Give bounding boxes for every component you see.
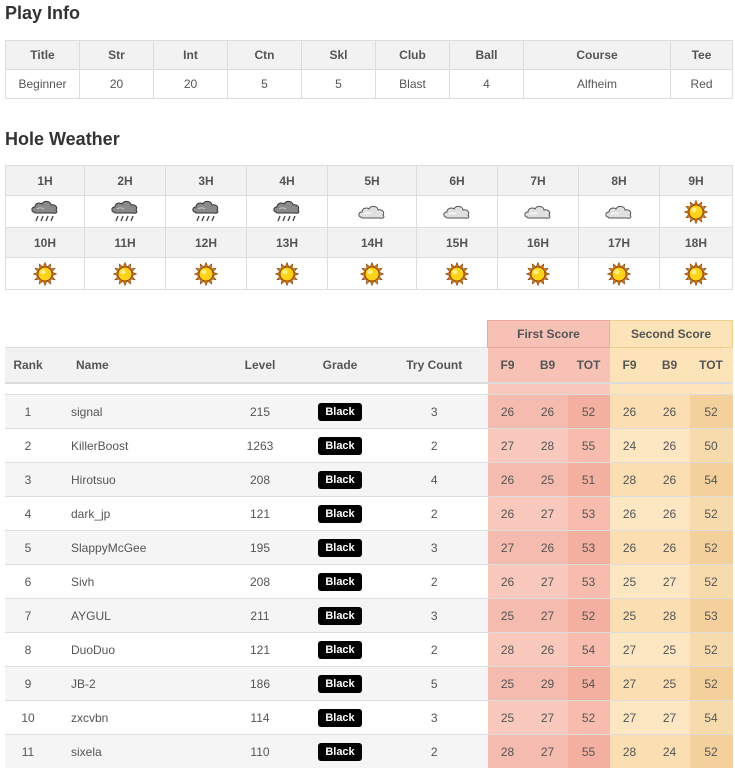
first-tot-cell: 52	[568, 701, 610, 735]
sun-icon	[356, 262, 388, 286]
header-ctn: Ctn	[228, 41, 302, 70]
weather-cell-3h	[166, 196, 247, 228]
rank-cell: 2	[5, 429, 51, 463]
ranking-rows	[5, 395, 733, 768]
value-ctn: 5	[228, 70, 302, 99]
rank-cell: 3	[5, 463, 51, 497]
table-row	[5, 735, 733, 768]
value-title: Beginner	[6, 70, 80, 99]
grade-cell	[299, 565, 381, 599]
player-name[interactable]: AYGUL	[51, 599, 221, 633]
second-b9-cell: 26	[650, 463, 690, 497]
grade-cell	[299, 395, 381, 429]
hole-label-1h: 1H	[6, 166, 85, 196]
column-grade[interactable]: Grade	[299, 348, 381, 384]
second-tot-cell: 52	[690, 565, 733, 599]
sun-icon	[190, 262, 222, 286]
weather-cell-18h	[660, 258, 733, 290]
cloud-icon	[603, 200, 635, 224]
table-row	[5, 633, 733, 667]
table-row	[5, 701, 733, 735]
try-count-cell: 3	[381, 531, 488, 565]
second-tot-cell: 54	[690, 701, 733, 735]
first-tot-cell: 54	[568, 667, 610, 701]
header-ball: Ball	[450, 41, 524, 70]
table-row	[5, 395, 733, 429]
value-int: 20	[154, 70, 228, 99]
weather-cell-9h	[660, 196, 733, 228]
first-f9-cell: 25	[488, 599, 528, 633]
hole-label-3h: 3H	[166, 166, 247, 196]
play-info-heading: Play Info	[5, 3, 81, 23]
second-f9-cell: 24	[610, 429, 650, 463]
second-tot-cell: 52	[690, 633, 733, 667]
grade-cell	[299, 429, 381, 463]
second-b9-cell: 24	[650, 735, 690, 768]
column-second-f9[interactable]: F9	[610, 348, 650, 384]
sun-icon	[680, 200, 712, 224]
first-f9-cell: 26	[488, 565, 528, 599]
first-tot-cell: 53	[568, 531, 610, 565]
table-row	[5, 667, 733, 701]
table-row	[5, 599, 733, 633]
first-tot-cell: 52	[568, 395, 610, 429]
first-b9-cell: 25	[528, 463, 568, 497]
grade-cell	[299, 599, 381, 633]
player-name[interactable]: sixela	[51, 735, 221, 768]
level-cell: 121	[221, 497, 299, 531]
grade-cell	[299, 633, 381, 667]
first-tot-cell: 53	[568, 565, 610, 599]
hole-label-6h: 6H	[417, 166, 498, 196]
grade-badge: Black	[318, 403, 361, 421]
first-b9-cell: 29	[528, 667, 568, 701]
sun-icon	[109, 262, 141, 286]
second-tot-cell: 52	[690, 497, 733, 531]
player-name[interactable]: JB-2	[51, 667, 221, 701]
weather-icon-row-back	[6, 258, 733, 290]
first-f9-cell: 28	[488, 735, 528, 768]
weather-cell-15h	[417, 258, 498, 290]
sun-icon	[29, 262, 61, 286]
weather-cell-8h	[579, 196, 660, 228]
hole-label-12h: 12H	[166, 228, 247, 258]
player-name[interactable]: dark_jp	[51, 497, 221, 531]
second-tot-cell: 52	[690, 531, 733, 565]
rank-cell: 8	[5, 633, 51, 667]
weather-icon-row-front	[6, 196, 733, 228]
first-f9-cell: 26	[488, 463, 528, 497]
first-f9-cell: 26	[488, 395, 528, 429]
rain-icon	[271, 200, 303, 224]
table-row	[5, 565, 733, 599]
play-info-value-row	[6, 70, 733, 99]
hole-label-10h: 10H	[6, 228, 85, 258]
header-str: Str	[80, 41, 154, 70]
first-f9-cell: 27	[488, 531, 528, 565]
first-f9-cell: 26	[488, 497, 528, 531]
first-b9-cell: 28	[528, 429, 568, 463]
rank-cell: 4	[5, 497, 51, 531]
second-f9-cell: 27	[610, 633, 650, 667]
weather-cell-1h	[6, 196, 85, 228]
player-name[interactable]: KillerBoost	[51, 429, 221, 463]
second-f9-cell: 27	[610, 701, 650, 735]
first-tot-cell: 52	[568, 599, 610, 633]
second-f9-cell: 28	[610, 735, 650, 768]
first-b9-cell: 27	[528, 701, 568, 735]
weather-cell-6h	[417, 196, 498, 228]
value-club: Blast	[376, 70, 450, 99]
first-b9-cell: 27	[528, 497, 568, 531]
try-count-cell: 2	[381, 735, 488, 768]
first-f9-cell: 25	[488, 667, 528, 701]
hole-label-16h: 16H	[498, 228, 579, 258]
column-second-b9[interactable]: B9	[650, 348, 690, 384]
table-row	[5, 531, 733, 565]
second-f9-cell: 26	[610, 497, 650, 531]
level-cell: 114	[221, 701, 299, 735]
hole-label-13h: 13H	[247, 228, 328, 258]
hole-label-18h: 18H	[660, 228, 733, 258]
player-name[interactable]: SlappyMcGee	[51, 531, 221, 565]
first-f9-cell: 27	[488, 429, 528, 463]
header-skl: Skl	[302, 41, 376, 70]
first-b9-cell: 27	[528, 565, 568, 599]
level-cell: 186	[221, 667, 299, 701]
first-tot-cell: 55	[568, 735, 610, 768]
second-tot-cell: 52	[690, 667, 733, 701]
column-first-tot[interactable]: TOT	[568, 348, 610, 384]
ranking-column-header-row	[5, 348, 733, 384]
weather-hole-row-front	[6, 166, 733, 196]
weather-cell-16h	[498, 258, 579, 290]
ranking-table	[5, 320, 733, 768]
first-tot-cell: 55	[568, 429, 610, 463]
player-name[interactable]: DuoDuo	[51, 633, 221, 667]
sun-icon	[522, 262, 554, 286]
hole-weather-table	[5, 165, 733, 290]
hole-label-7h: 7H	[498, 166, 579, 196]
weather-cell-4h	[247, 196, 328, 228]
weather-cell-17h	[579, 258, 660, 290]
column-name[interactable]: Name	[51, 348, 221, 384]
grade-badge: Black	[318, 539, 361, 557]
value-str: 20	[80, 70, 154, 99]
try-count-cell: 2	[381, 429, 488, 463]
sun-icon	[271, 262, 303, 286]
grade-badge: Black	[318, 573, 361, 591]
rain-icon	[109, 200, 141, 224]
try-count-cell: 3	[381, 701, 488, 735]
rain-icon	[29, 200, 61, 224]
play-info-header-row	[6, 41, 733, 70]
score-group-header-row	[5, 321, 733, 348]
grade-badge: Black	[318, 743, 361, 761]
first-f9-cell: 25	[488, 701, 528, 735]
level-cell: 121	[221, 633, 299, 667]
second-b9-cell: 25	[650, 633, 690, 667]
grade-badge: Black	[318, 607, 361, 625]
rank-cell: 7	[5, 599, 51, 633]
column-level[interactable]: Level	[221, 348, 299, 384]
grade-cell	[299, 667, 381, 701]
weather-cell-14h	[328, 258, 417, 290]
player-name[interactable]: Sivh	[51, 565, 221, 599]
weather-cell-11h	[85, 258, 166, 290]
second-b9-cell: 26	[650, 497, 690, 531]
column-rank[interactable]: Rank	[5, 348, 51, 384]
cloud-icon	[356, 200, 388, 224]
header-tee: Tee	[671, 41, 733, 70]
table-row	[5, 497, 733, 531]
try-count-cell: 3	[381, 395, 488, 429]
grade-cell	[299, 463, 381, 497]
grade-badge: Black	[318, 709, 361, 727]
rank-cell: 5	[5, 531, 51, 565]
rank-cell: 6	[5, 565, 51, 599]
first-b9-cell: 26	[528, 633, 568, 667]
table-row	[5, 463, 733, 497]
hole-label-14h: 14H	[328, 228, 417, 258]
level-cell: 110	[221, 735, 299, 768]
try-count-cell: 5	[381, 667, 488, 701]
header-club: Club	[376, 41, 450, 70]
second-tot-cell: 52	[690, 395, 733, 429]
second-b9-cell: 25	[650, 667, 690, 701]
rank-cell: 1	[5, 395, 51, 429]
cloud-icon	[441, 200, 473, 224]
grade-badge: Black	[318, 437, 361, 455]
first-b9-cell: 27	[528, 599, 568, 633]
play-info-table	[5, 40, 733, 99]
try-count-cell: 2	[381, 565, 488, 599]
hole-label-4h: 4H	[247, 166, 328, 196]
weather-cell-12h	[166, 258, 247, 290]
player-name[interactable]: signal	[51, 395, 221, 429]
weather-cell-5h	[328, 196, 417, 228]
second-b9-cell: 28	[650, 599, 690, 633]
column-first-f9[interactable]: F9	[488, 348, 528, 384]
grade-cell	[299, 701, 381, 735]
hole-label-11h: 11H	[85, 228, 166, 258]
hole-label-2h: 2H	[85, 166, 166, 196]
second-score-group-header: Second Score	[610, 321, 733, 348]
first-b9-cell: 26	[528, 531, 568, 565]
hole-label-5h: 5H	[328, 166, 417, 196]
value-skl: 5	[302, 70, 376, 99]
second-f9-cell: 25	[610, 599, 650, 633]
hole-label-9h: 9H	[660, 166, 733, 196]
value-tee: Red	[671, 70, 733, 99]
second-b9-cell: 27	[650, 565, 690, 599]
second-f9-cell: 28	[610, 463, 650, 497]
second-b9-cell: 26	[650, 429, 690, 463]
grade-badge: Black	[318, 675, 361, 693]
rank-cell: 11	[5, 735, 51, 768]
first-b9-cell: 26	[528, 395, 568, 429]
column-second-tot[interactable]: TOT	[690, 348, 733, 384]
try-count-cell: 2	[381, 633, 488, 667]
second-tot-cell: 50	[690, 429, 733, 463]
level-cell: 1263	[221, 429, 299, 463]
hole-label-8h: 8H	[579, 166, 660, 196]
level-cell: 208	[221, 565, 299, 599]
try-count-cell: 4	[381, 463, 488, 497]
first-score-group-header: First Score	[488, 321, 610, 348]
grade-cell	[299, 531, 381, 565]
second-tot-cell: 53	[690, 599, 733, 633]
weather-hole-row-back	[6, 228, 733, 258]
player-name[interactable]: Hirotsuo	[51, 463, 221, 497]
second-f9-cell: 26	[610, 531, 650, 565]
first-tot-cell: 54	[568, 633, 610, 667]
level-cell: 211	[221, 599, 299, 633]
first-f9-cell: 28	[488, 633, 528, 667]
second-tot-cell: 52	[690, 735, 733, 768]
sun-icon	[441, 262, 473, 286]
try-count-cell: 2	[381, 497, 488, 531]
value-ball: 4	[450, 70, 524, 99]
header-title: Title	[6, 41, 80, 70]
second-b9-cell: 27	[650, 701, 690, 735]
level-cell: 208	[221, 463, 299, 497]
header-course: Course	[524, 41, 671, 70]
sun-icon	[680, 262, 712, 286]
second-tot-cell: 54	[690, 463, 733, 497]
second-f9-cell: 25	[610, 565, 650, 599]
rank-cell: 9	[5, 667, 51, 701]
grade-cell	[299, 735, 381, 768]
rain-icon	[190, 200, 222, 224]
player-name[interactable]: zxcvbn	[51, 701, 221, 735]
grade-badge: Black	[318, 471, 361, 489]
level-cell: 195	[221, 531, 299, 565]
first-tot-cell: 53	[568, 497, 610, 531]
column-first-b9[interactable]: B9	[528, 348, 568, 384]
header-int: Int	[154, 41, 228, 70]
try-count-cell: 3	[381, 599, 488, 633]
level-cell: 215	[221, 395, 299, 429]
rank-cell: 10	[5, 701, 51, 735]
cloud-icon	[522, 200, 554, 224]
grade-badge: Black	[318, 641, 361, 659]
weather-cell-13h	[247, 258, 328, 290]
first-tot-cell: 51	[568, 463, 610, 497]
second-f9-cell: 27	[610, 667, 650, 701]
weather-cell-10h	[6, 258, 85, 290]
hole-weather-heading: Hole Weather	[5, 129, 120, 149]
sun-icon	[603, 262, 635, 286]
second-b9-cell: 26	[650, 531, 690, 565]
second-b9-cell: 26	[650, 395, 690, 429]
second-f9-cell: 26	[610, 395, 650, 429]
weather-cell-7h	[498, 196, 579, 228]
column-try-count[interactable]: Try Count	[381, 348, 488, 384]
weather-cell-2h	[85, 196, 166, 228]
grade-cell	[299, 497, 381, 531]
table-row	[5, 429, 733, 463]
first-b9-cell: 27	[528, 735, 568, 768]
header-spacer-row	[5, 383, 733, 395]
hole-label-15h: 15H	[417, 228, 498, 258]
value-course: Alfheim	[524, 70, 671, 99]
grade-badge: Black	[318, 505, 361, 523]
hole-label-17h: 17H	[579, 228, 660, 258]
